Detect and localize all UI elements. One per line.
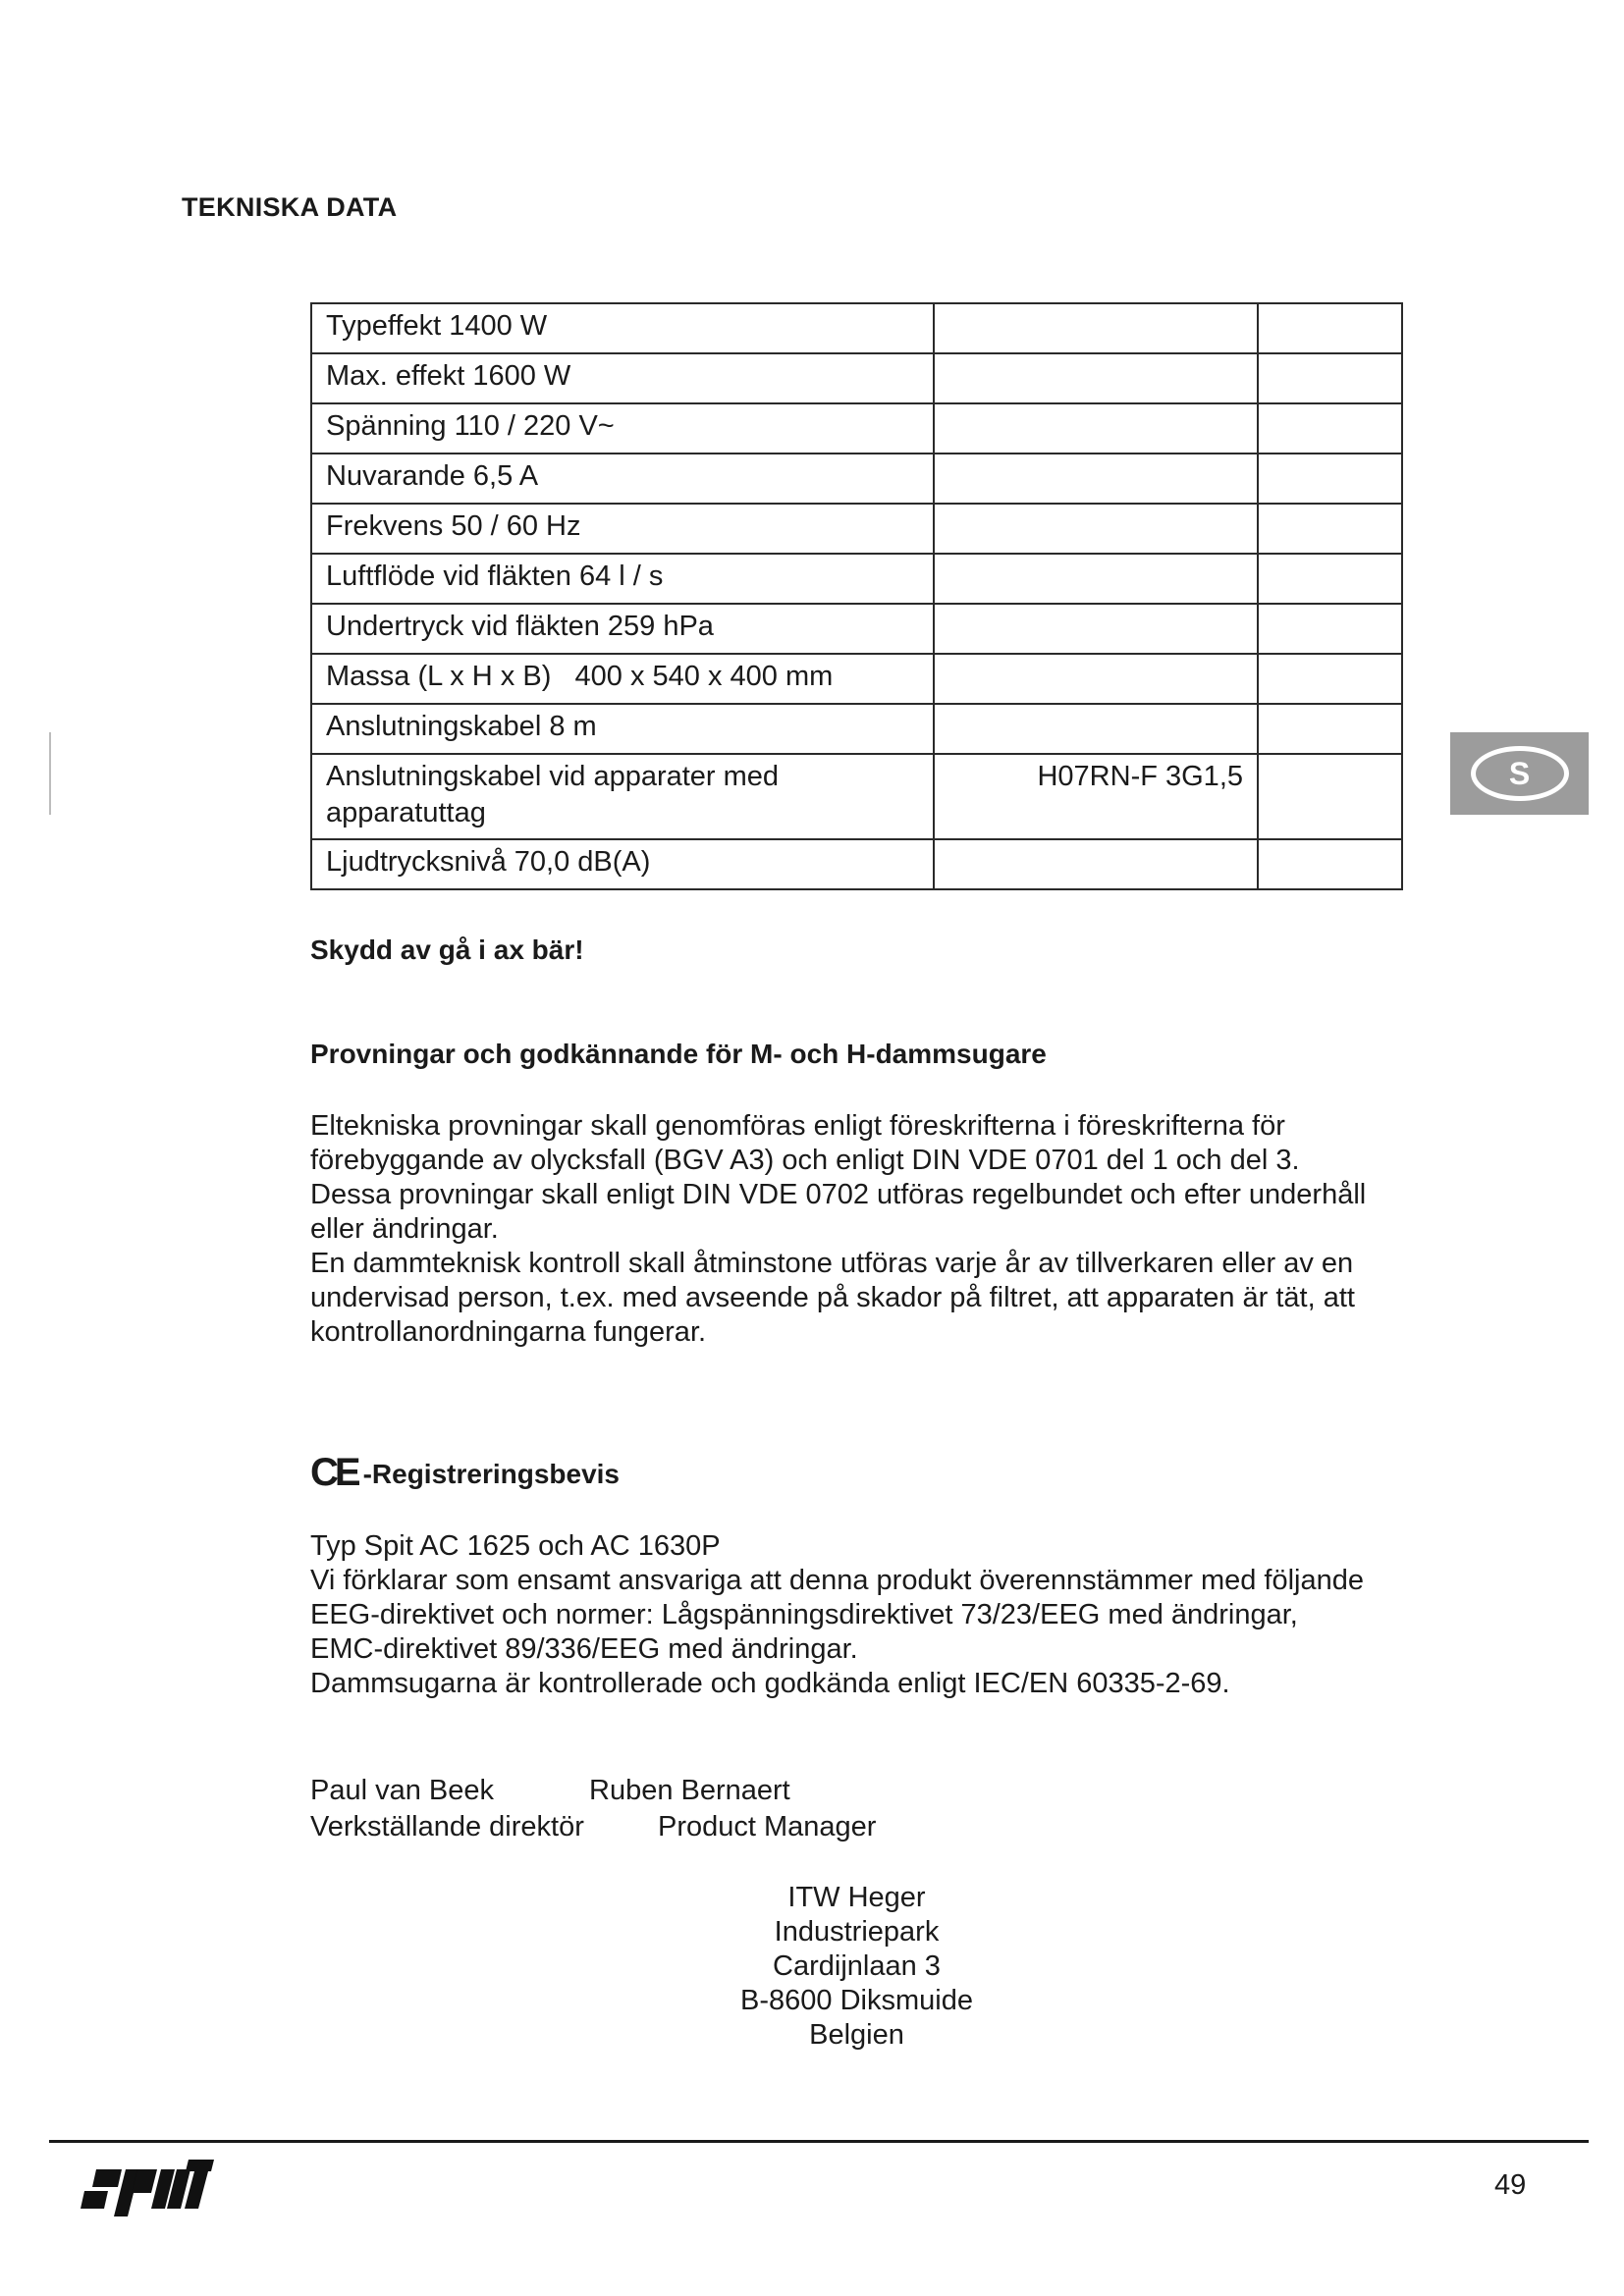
- language-letter: S: [1508, 755, 1531, 791]
- table-row: [311, 554, 1402, 604]
- spec-label: Max. effekt 1600 W: [311, 353, 934, 403]
- spec-value: [934, 403, 1258, 454]
- margin-marker: [49, 732, 51, 815]
- paragraph-line: Dammsugarna är kontrollerade och godkända enligt IEC/EN 60335-2-69.: [310, 1668, 1230, 1699]
- table-row: [311, 654, 1402, 704]
- spec-label: Luftflöde vid fläkten 64 l / s: [311, 554, 934, 604]
- testing-paragraph: [310, 1109, 1410, 1350]
- spec-extra: [1258, 839, 1402, 889]
- signatory-2-name: Ruben Bernaert: [589, 1775, 790, 1806]
- paragraph-line: Typ Spit AC 1625 och AC 1630P: [310, 1530, 721, 1562]
- paragraph-line: Dessa provningar skall enligt DIN VDE 0702 utföras regelbundet och efter underhåll: [310, 1179, 1367, 1210]
- protection-note: Skydd av gå i ax bär!: [310, 934, 584, 965]
- table-row: [311, 604, 1402, 654]
- spec-value: [934, 654, 1258, 704]
- table-row: [311, 504, 1402, 554]
- address-line: Industriepark: [774, 1916, 940, 1948]
- spec-value: [934, 303, 1258, 353]
- spec-table: [310, 302, 1403, 890]
- footer-divider: [49, 2140, 1589, 2143]
- spec-label: Undertryck vid fläkten 259 hPa: [311, 604, 934, 654]
- spec-extra: [1258, 303, 1402, 353]
- spec-value: [934, 454, 1258, 504]
- table-row: [311, 704, 1402, 754]
- spec-value: [934, 839, 1258, 889]
- spit-logo: [79, 2152, 216, 2220]
- paragraph-line: EMC-direktivet 89/336/EEG med ändringar.: [310, 1633, 858, 1665]
- spec-extra: [1258, 604, 1402, 654]
- spec-label: Massa (L x H x B) 400 x 540 x 400 mm: [311, 654, 934, 704]
- paragraph-line: EEG-direktivet och normer: Lågspänningsdirektivet 73/23/EEG med ändringar,: [310, 1599, 1298, 1630]
- spec-extra: [1258, 754, 1402, 839]
- spec-extra: [1258, 554, 1402, 604]
- spec-extra: [1258, 504, 1402, 554]
- spec-extra: [1258, 454, 1402, 504]
- ce-heading: [310, 1453, 620, 1492]
- address-line: Belgien: [809, 2019, 904, 2051]
- ce-paragraph: [310, 1529, 1410, 1701]
- paragraph-line: En dammteknisk kontroll skall åtminstone utföras varje år av tillverkaren eller av en: [310, 1248, 1354, 1279]
- table-row: [311, 839, 1402, 889]
- table-row: [311, 403, 1402, 454]
- paragraph-line: Vi förklarar som ensamt ansvariga att denna produkt överennstämmer med följande: [310, 1565, 1365, 1596]
- testing-title: Provningar och godkännande för M- och H-dammsugare: [310, 1039, 1047, 1069]
- ce-title: -Registreringsbevis: [362, 1459, 620, 1489]
- table-row: [311, 754, 1402, 839]
- table-row: [311, 353, 1402, 403]
- spec-value: [934, 353, 1258, 403]
- address-block: [687, 1881, 1026, 2053]
- address-line: B-8600 Diksmuide: [740, 1985, 973, 2016]
- spec-value: [934, 704, 1258, 754]
- spec-extra: [1258, 704, 1402, 754]
- spec-extra: [1258, 403, 1402, 454]
- language-badge: [1471, 746, 1569, 801]
- spec-extra: [1258, 353, 1402, 403]
- spec-extra: [1258, 654, 1402, 704]
- paragraph-line: förebyggande av olycksfall (BGV A3) och enligt DIN VDE 0701 del 1 och del 3.: [310, 1145, 1300, 1176]
- page-number: 49: [1494, 2169, 1527, 2201]
- signatory-2-role: Product Manager: [658, 1811, 877, 1842]
- table-row: [311, 454, 1402, 504]
- signatory-1-role: Verkställande direktör: [310, 1811, 584, 1842]
- address-line: ITW Heger: [787, 1882, 926, 1913]
- signatory-1-name: Paul van Beek: [310, 1775, 495, 1806]
- spec-label: Anslutningskabel 8 m: [311, 704, 934, 754]
- table-row: [311, 303, 1402, 353]
- spec-label: Frekvens 50 / 60 Hz: [311, 504, 934, 554]
- paragraph-line: eller ändringar.: [310, 1213, 499, 1245]
- address-line: Cardijnlaan 3: [773, 1950, 941, 1982]
- paragraph-line: undervisad person, t.ex. med avseende på skador på filtret, att apparaten är tät, att: [310, 1282, 1355, 1313]
- spec-label: Ljudtrycksnivå 70,0 dB(A): [311, 839, 934, 889]
- paragraph-line: kontrollanordningarna fungerar.: [310, 1316, 707, 1348]
- paragraph-line: Eltekniska provningar skall genomföras enligt föreskrifterna i föreskrifterna för: [310, 1110, 1285, 1142]
- spec-value: H07RN-F 3G1,5: [934, 754, 1258, 839]
- spec-label: Anslutningskabel vid apparater med apparatuttag: [311, 754, 934, 839]
- spit-logo-icon: [79, 2152, 216, 2220]
- spec-value: [934, 554, 1258, 604]
- spec-label: Nuvarande 6,5 A: [311, 454, 934, 504]
- spec-label: Spänning 110 / 220 V~: [311, 403, 934, 454]
- page-title: TEKNISKA DATA: [182, 192, 398, 222]
- spec-value: [934, 504, 1258, 554]
- language-tab: [1450, 732, 1589, 815]
- spec-label: Typeffekt 1400 W: [311, 303, 934, 353]
- spec-value: [934, 604, 1258, 654]
- ce-mark-icon: CE: [310, 1451, 357, 1494]
